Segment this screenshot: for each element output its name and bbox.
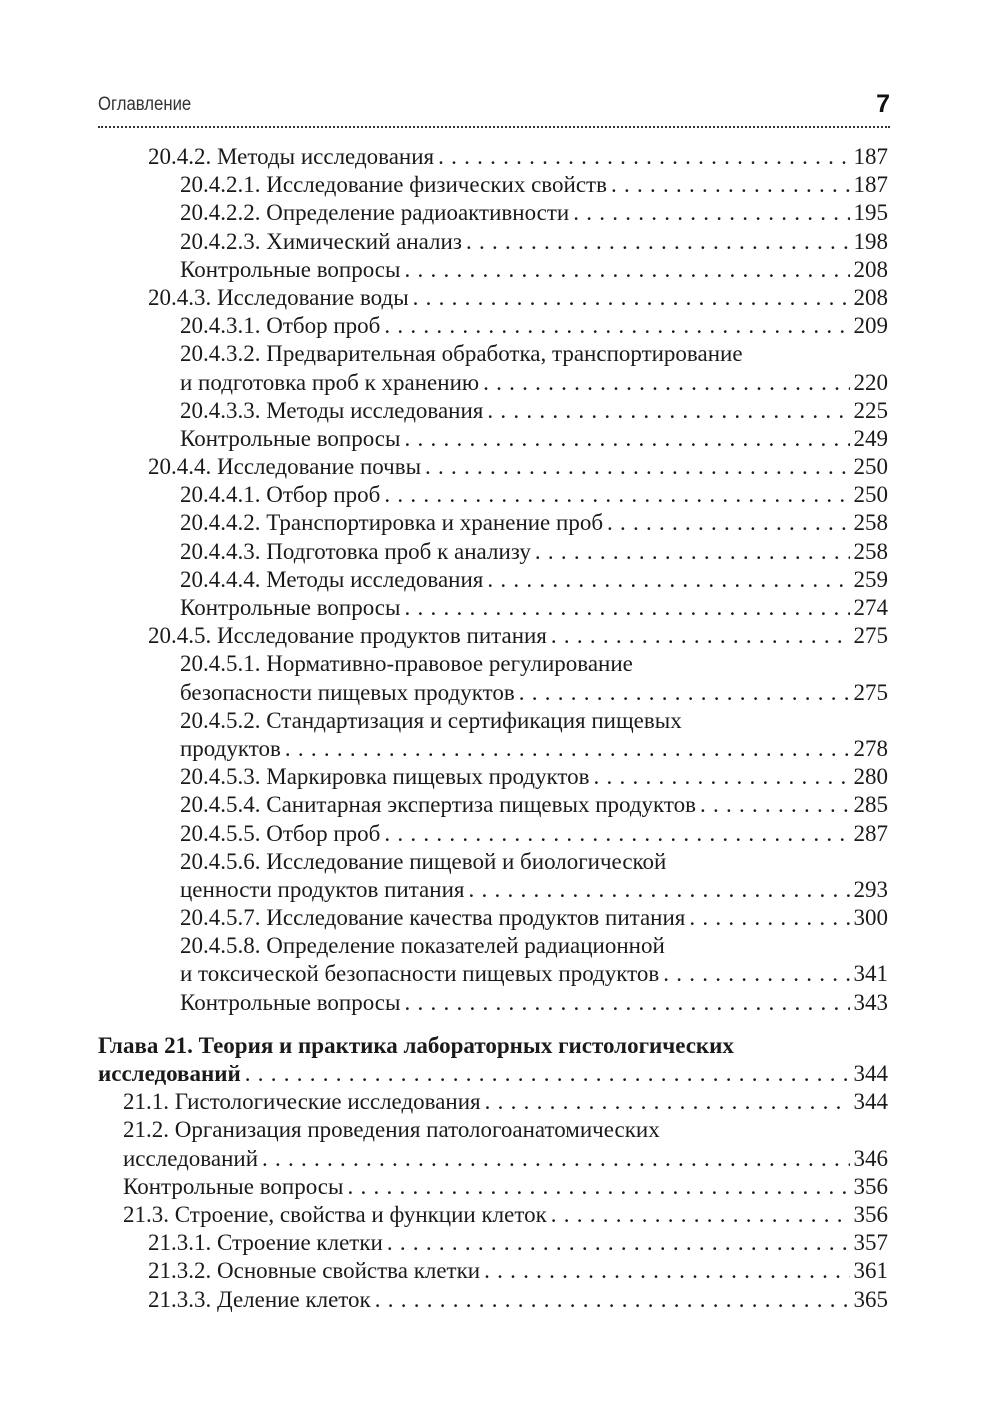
- dot-leader: [384, 312, 849, 340]
- toc-entry-title: 20.4.4.1. Отбор проб: [180, 482, 381, 508]
- page-number: 7: [876, 90, 890, 118]
- toc-page-number: 300: [853, 905, 888, 931]
- toc-entry-title: ценности продуктов питания: [180, 876, 465, 902]
- toc-entry[interactable]: [98, 989, 888, 1017]
- toc-chapter-entry[interactable]: [98, 1032, 888, 1088]
- toc-entry-title: 20.4.5.8. Определение показателей радиационной: [180, 933, 665, 959]
- toc-line: [98, 1060, 888, 1088]
- toc-page-number: 341: [853, 961, 888, 987]
- toc-entry-title: Контрольные вопросы: [180, 989, 401, 1015]
- dot-leader: [611, 171, 850, 199]
- toc-entry[interactable]: [98, 1201, 888, 1229]
- toc-entry[interactable]: [98, 763, 888, 791]
- toc-line: [98, 989, 888, 1017]
- toc-page-number: 293: [853, 876, 888, 902]
- toc-line: [98, 594, 888, 622]
- toc-page-number: 258: [853, 510, 888, 536]
- toc-entry-title: Контрольные вопросы: [180, 425, 401, 451]
- toc-line: [98, 791, 888, 819]
- toc-entry-title: 20.4.2.2. Определение радиоактивности: [180, 200, 570, 226]
- dot-leader: [387, 1229, 850, 1257]
- toc-line: [98, 820, 888, 848]
- dot-leader: [593, 763, 849, 791]
- toc-page-number: 209: [853, 313, 888, 339]
- toc-line: [98, 481, 888, 509]
- header-dotted-rule: [98, 126, 890, 128]
- toc-entry-title: 20.4.3.2. Предварительная обработка, транспортирование: [180, 341, 743, 367]
- dot-leader: [285, 735, 850, 763]
- toc-page-number: 225: [853, 397, 888, 423]
- toc-page-number: 198: [853, 228, 888, 254]
- toc-line: [98, 1116, 888, 1144]
- dot-leader: [404, 989, 849, 1017]
- toc-entry[interactable]: [98, 1173, 888, 1201]
- toc-entry-title: 20.4.5. Исследование продуктов питания: [148, 623, 547, 649]
- toc-entry[interactable]: [98, 312, 888, 340]
- toc-entry[interactable]: [98, 707, 888, 763]
- dot-leader: [347, 1173, 849, 1201]
- toc-line: [98, 1145, 888, 1173]
- toc-line: [98, 707, 888, 735]
- toc-entry[interactable]: [98, 1088, 888, 1116]
- toc-entry-title: 20.4.3.1. Отбор проб: [180, 313, 381, 339]
- toc-entry-title: Контрольные вопросы: [180, 595, 401, 620]
- toc-page-number: 208: [853, 284, 888, 310]
- toc-entry[interactable]: [98, 1257, 888, 1285]
- toc-line: [98, 369, 888, 397]
- toc-line: [98, 340, 888, 368]
- toc-entry-title: исследований: [98, 1061, 241, 1086]
- toc-page-number: 187: [853, 172, 888, 198]
- toc-entry-title: 20.4.2.1. Исследование физических свойств: [180, 172, 607, 198]
- dot-leader: [551, 622, 850, 650]
- toc-line: [98, 284, 888, 312]
- toc-page-number: 258: [853, 538, 888, 564]
- toc-page-number: 250: [853, 454, 888, 480]
- toc-entry-title: безопасности пищевых продуктов: [180, 679, 515, 705]
- toc-entry-title: 21.3. Строение, свойства и функции клеток: [123, 1201, 547, 1227]
- toc-entry-title: 21.3.1. Строение клетки: [148, 1230, 383, 1256]
- toc-line: [98, 1286, 888, 1314]
- dot-leader: [535, 538, 850, 566]
- toc-page-number: 275: [853, 623, 888, 649]
- dot-leader: [404, 425, 849, 453]
- toc-entry-title: 21.2. Организация проведения патологоанатомических: [123, 1117, 660, 1143]
- toc-entry[interactable]: [98, 199, 888, 227]
- dot-leader: [413, 284, 850, 312]
- dot-leader: [384, 820, 849, 848]
- toc-page-number: 365: [853, 1286, 888, 1312]
- toc-line: [98, 1032, 888, 1060]
- toc-page-number: 361: [853, 1258, 888, 1284]
- toc-entry[interactable]: [98, 848, 888, 904]
- toc-entry[interactable]: [98, 256, 888, 284]
- dot-leader: [700, 791, 849, 819]
- toc-line: [98, 848, 888, 876]
- toc-entry-title: 20.4.3.3. Методы исследования: [180, 397, 484, 423]
- toc-line: [98, 904, 888, 932]
- toc-entry-title: 20.4.5.7. Исследование качества продуктов питания: [180, 905, 686, 931]
- toc-line: [98, 679, 888, 707]
- dot-leader: [384, 481, 849, 509]
- toc-line: [98, 763, 888, 791]
- toc-entry-title: 21.1. Гистологические исследования: [123, 1089, 481, 1115]
- toc-page-number: 344: [853, 1061, 888, 1086]
- toc-line: [98, 425, 888, 453]
- toc-line: [98, 312, 888, 340]
- toc-page-number: 346: [853, 1145, 888, 1171]
- toc-entry-title: Глава 21. Теория и практика лабораторных гистологических: [98, 1032, 734, 1058]
- toc-entry[interactable]: [98, 622, 888, 650]
- dot-leader: [404, 594, 849, 622]
- toc-entry[interactable]: [98, 791, 888, 819]
- toc-entry-title: и подготовка проб к хранению: [180, 369, 480, 395]
- dot-leader: [245, 1060, 850, 1088]
- toc-entry-title: 20.4.4.4. Методы исследования: [180, 566, 484, 592]
- toc-entry-title: 20.4.5.3. Маркировка пищевых продуктов: [180, 764, 590, 790]
- toc-entry-title: 20.4.4.3. Подготовка проб к анализу: [180, 538, 531, 564]
- toc-entry-title: Контрольные вопросы: [180, 256, 401, 282]
- toc-entry[interactable]: [98, 594, 888, 622]
- running-header: [98, 92, 890, 122]
- toc-entry-title: 20.4.4.2. Транспортировка и хранение проб: [180, 510, 604, 536]
- toc-entry[interactable]: [98, 228, 888, 256]
- toc-page-number: 287: [853, 820, 888, 846]
- dot-leader: [425, 453, 849, 481]
- dot-leader: [487, 566, 849, 594]
- toc-entry[interactable]: [98, 820, 888, 848]
- dot-leader: [485, 1088, 850, 1116]
- dot-leader: [375, 1286, 850, 1314]
- toc-page-number: 220: [853, 369, 888, 395]
- toc-page-number: 187: [853, 144, 888, 169]
- dot-leader: [607, 509, 849, 537]
- toc-page-number: 285: [853, 792, 888, 818]
- toc-entry-title: 21.3.2. Основные свойства клетки: [148, 1258, 481, 1284]
- toc-entry[interactable]: [98, 284, 888, 312]
- toc-page-number: 259: [853, 566, 888, 592]
- dot-leader: [483, 369, 849, 397]
- dot-leader: [466, 228, 850, 256]
- toc-page-number: 275: [853, 679, 888, 705]
- toc-line: [98, 453, 888, 481]
- toc-entry-title: 20.4.4. Исследование почвы: [148, 454, 422, 480]
- toc-line: [98, 932, 888, 960]
- toc-entry[interactable]: [98, 538, 888, 566]
- dot-leader: [573, 199, 849, 227]
- toc-entry[interactable]: [98, 1286, 888, 1314]
- toc-line: [98, 735, 888, 763]
- dot-leader: [663, 960, 849, 988]
- toc-entry-title: 20.4.5.5. Отбор проб: [180, 820, 381, 846]
- toc-entry[interactable]: [98, 1229, 888, 1257]
- toc-entry[interactable]: [98, 509, 888, 537]
- toc-page-number: 356: [853, 1201, 888, 1227]
- toc-line: [98, 397, 888, 425]
- toc-entry[interactable]: [98, 397, 888, 425]
- toc-entry-title: 20.4.2. Методы исследования: [148, 144, 435, 169]
- toc-entry-title: 20.4.3. Исследование воды: [148, 284, 409, 310]
- toc-entry-title: 20.4.5.6. Исследование пищевой и биологической: [180, 848, 667, 874]
- toc-page-number: 274: [853, 595, 888, 620]
- toc-line: [98, 566, 888, 594]
- toc-page-number: 208: [853, 256, 888, 282]
- toc-page-number: 344: [853, 1089, 888, 1115]
- toc-entry[interactable]: [98, 143, 888, 171]
- toc-entry[interactable]: [98, 566, 888, 594]
- toc-page-number: 356: [853, 1173, 888, 1199]
- toc-line: [98, 199, 888, 227]
- toc-entry-title: 20.4.5.4. Санитарная экспертиза пищевых продуктов: [180, 792, 697, 818]
- toc-line: [98, 1201, 888, 1229]
- toc-page-number: 357: [853, 1230, 888, 1256]
- dot-leader: [262, 1145, 849, 1173]
- dot-leader: [689, 904, 849, 932]
- toc-entry[interactable]: [98, 425, 888, 453]
- toc-line: [98, 650, 888, 678]
- toc-entry-title: 21.3.3. Деление клеток: [148, 1286, 371, 1312]
- toc-entry-title: и токсической безопасности пищевых продуктов: [180, 961, 660, 987]
- toc-line: [98, 538, 888, 566]
- toc-page-number: 278: [853, 735, 888, 761]
- toc-entry-title: продуктов: [180, 735, 281, 761]
- toc-line: [98, 1173, 888, 1201]
- dot-leader: [438, 143, 849, 171]
- toc-entry[interactable]: [98, 904, 888, 932]
- toc-line: [98, 1088, 888, 1116]
- toc-page-number: 280: [853, 764, 888, 790]
- toc-entry-title: исследований: [123, 1145, 259, 1171]
- dot-leader: [519, 679, 850, 707]
- toc-line: [98, 1229, 888, 1257]
- toc-entry-title: 20.4.5.1. Нормативно-правовое регулирование: [180, 651, 633, 677]
- dot-leader: [468, 876, 849, 904]
- toc-entry[interactable]: [98, 481, 888, 509]
- table-of-contents: [98, 143, 888, 1314]
- toc-entry[interactable]: [98, 650, 888, 706]
- section-gap: [98, 1017, 888, 1032]
- toc-line: [98, 509, 888, 537]
- toc-entry[interactable]: [98, 171, 888, 199]
- toc-entry[interactable]: [98, 453, 888, 481]
- toc-line: [98, 256, 888, 284]
- toc-entry[interactable]: [98, 1116, 888, 1172]
- toc-line: [98, 960, 888, 988]
- toc-entry[interactable]: [98, 340, 888, 396]
- toc-entry[interactable]: [98, 932, 888, 988]
- toc-entry-title: 20.4.5.2. Стандартизация и сертификация пищевых: [180, 707, 682, 733]
- toc-page-number: 249: [853, 425, 888, 451]
- toc-entry-title: Контрольные вопросы: [123, 1173, 344, 1199]
- toc-line: [98, 171, 888, 199]
- toc-entry-title: 20.4.2.3. Химический анализ: [180, 228, 462, 254]
- dot-leader: [551, 1201, 850, 1229]
- toc-line: [98, 1257, 888, 1285]
- toc-page-number: 343: [853, 989, 888, 1015]
- toc-line: [98, 143, 888, 171]
- toc-page-number: 250: [853, 482, 888, 508]
- running-title: Оглавление: [98, 94, 192, 115]
- toc-line: [98, 622, 888, 650]
- toc-line: [98, 876, 888, 904]
- dot-leader: [404, 256, 849, 284]
- toc-page-number: 195: [853, 200, 888, 226]
- dot-leader: [487, 397, 849, 425]
- toc-line: [98, 228, 888, 256]
- dot-leader: [484, 1257, 849, 1285]
